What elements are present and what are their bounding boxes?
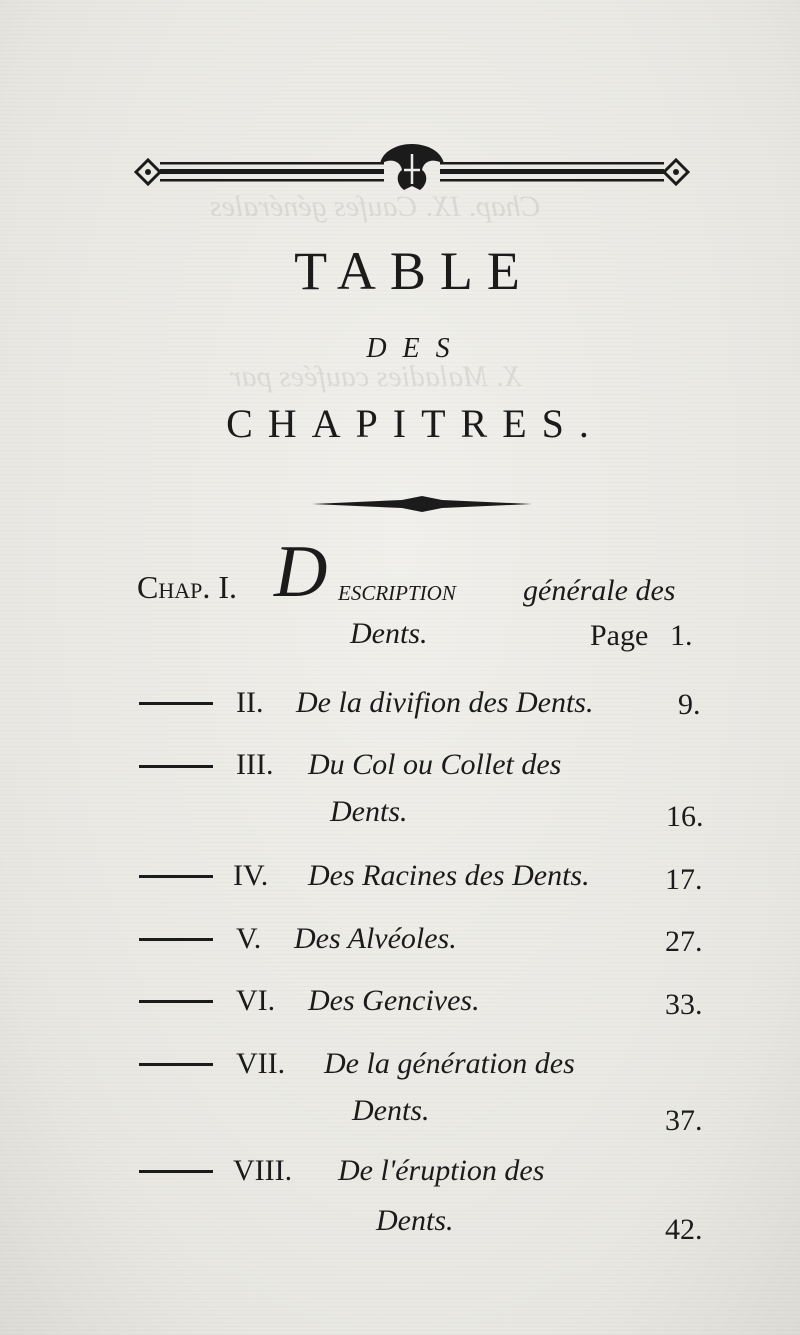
chapter-number: Chap. I. <box>137 569 238 605</box>
bleed-through-text: Chap. IX. Caufes générales <box>210 190 541 223</box>
chapter-title: Des Gencives. <box>308 984 480 1017</box>
dash-rule <box>139 938 213 941</box>
chapter-title-continued: Dents. <box>352 1094 430 1127</box>
title-chapitres: CHAPITRES. <box>226 401 604 446</box>
page-number: 42. <box>665 1213 703 1246</box>
chapter-number: III. <box>236 748 274 781</box>
dash-rule <box>139 702 213 705</box>
bleed-through-text: X. Maladies caufées par <box>230 360 522 393</box>
chapter-title: escription <box>338 574 456 607</box>
chapter-title-continued: Dents. <box>350 617 428 650</box>
chapter-number: VI. <box>236 984 276 1017</box>
dash-rule <box>139 1000 213 1003</box>
chapter-title: Des Alvéoles. <box>294 922 457 955</box>
title-table: TABLE <box>294 241 534 301</box>
page-number: 37. <box>665 1104 703 1137</box>
page-number: 16. <box>666 800 704 833</box>
ornamental-headpiece <box>134 140 690 194</box>
chapter-number: II. <box>236 686 264 719</box>
chapter-number: V. <box>236 922 262 955</box>
drop-cap: D <box>274 531 328 613</box>
page-number: 33. <box>665 988 703 1021</box>
chapter-title: De l'éruption des <box>338 1154 545 1187</box>
chapter-title-continued: Dents. <box>330 795 408 828</box>
chapter-title: De la divifion des Dents. <box>296 686 594 719</box>
page-number: 27. <box>665 925 703 958</box>
chapter-title: Du Col ou Collet des <box>308 748 562 781</box>
dash-rule <box>139 765 213 768</box>
chapter-number: VIII. <box>233 1154 293 1187</box>
title-des: DES <box>366 333 466 364</box>
chapter-title-continued: Dents. <box>376 1204 454 1237</box>
chapter-number: VII. <box>236 1047 286 1080</box>
page-number: 9. <box>678 688 701 721</box>
chapter-title: De la génération des <box>324 1047 575 1080</box>
page-number: 17. <box>665 863 703 896</box>
page-label: Page <box>590 619 649 652</box>
page-number: 1. <box>670 619 693 652</box>
chapter-title: générale des <box>523 574 676 607</box>
dash-rule <box>139 1063 213 1066</box>
dash-rule <box>139 875 213 878</box>
chapter-title: Des Racines des Dents. <box>308 859 590 892</box>
chapter-number: IV. <box>233 859 269 892</box>
dash-rule <box>139 1170 213 1173</box>
ornamental-divider <box>312 496 532 512</box>
